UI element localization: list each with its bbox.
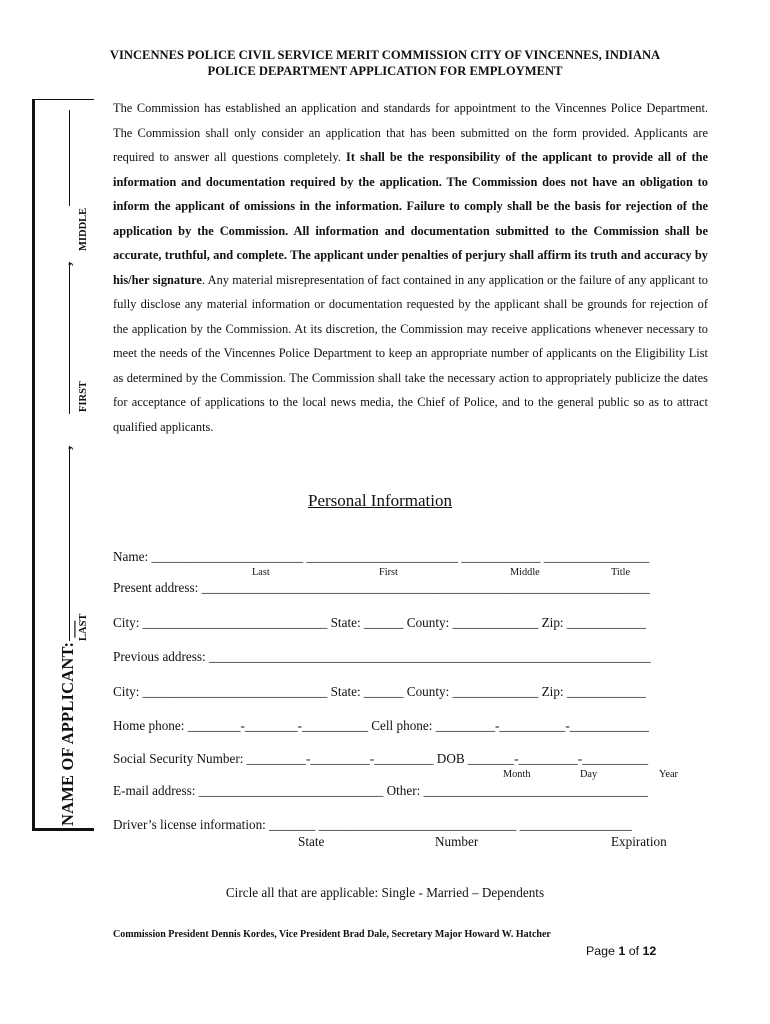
marital-status-options[interactable]: Circle all that are applicable: Single - Married – Dependents: [225, 885, 545, 900]
name-sub-middle: Middle: [510, 567, 540, 578]
header-title-line1: VINCENNES POLICE CIVIL SERVICE MERIT COMMISSION CITY OF VINCENNES, INDIANA: [109, 48, 661, 62]
sidebar-middle-line[interactable]: [69, 110, 70, 206]
email-other-fields[interactable]: E-mail address: ____________________________ Other: __________________________________: [113, 783, 648, 798]
license-sub-expiration: Expiration: [611, 834, 667, 849]
sidebar-last-line[interactable]: [69, 446, 70, 641]
dob-sub-year: Year: [659, 769, 678, 780]
intro-text-1: The Commission has established an application and standards for appointment to the Vincennes Police Department. The Commission shall only consider an application that has been submitted on the form provided. Applicants are required to answer all questions completely.: [113, 101, 708, 164]
section-title: Personal Information: [308, 491, 452, 510]
page-number: Page 1 of 12: [586, 944, 657, 958]
name-field[interactable]: Name: _______________________ _______________________ ____________ ________________: [113, 549, 650, 564]
footer-commission-members: Commission President Dennis Kordes, Vice President Brad Dale, Secretary Major Howard W. Hatcher: [113, 929, 551, 940]
dob-sub-month: Month: [503, 769, 531, 780]
ssn-dob-fields[interactable]: Social Security Number: _________-_________-_________ DOB _______-_________-__________: [113, 751, 649, 766]
drivers-license-fields[interactable]: Driver’s license information: _______ ______________________________ _________________: [113, 817, 632, 832]
intro-paragraph: [113, 96, 708, 439]
present-address-field[interactable]: Present address: ____________________________________________________________________: [113, 580, 651, 595]
name-sub-title: Title: [611, 567, 631, 578]
city-state-county-zip-1[interactable]: City: ____________________________ State: ______ County: _____________ Zip: ____________: [113, 615, 646, 630]
phone-fields[interactable]: Home phone: ________-________-__________ Cell phone: _________-__________-____________: [113, 718, 649, 733]
applicant-name-label: NAME OF APPLICANT: __: [58, 620, 77, 826]
sidebar-comma-1: ,: [58, 446, 75, 450]
sidebar-comma-2: ,: [58, 262, 75, 266]
name-sub-last: Last: [252, 567, 270, 578]
license-sub-state: State: [298, 834, 325, 849]
sidebar-middle-label: MIDDLE: [78, 207, 89, 251]
sidebar-last-label: LAST: [78, 613, 89, 641]
city-state-county-zip-2[interactable]: City: ____________________________ State: ______ County: _____________ Zip: ____________: [113, 684, 646, 699]
license-sub-number: Number: [435, 834, 479, 849]
intro-text-2: . Any material misrepresentation of fact contained in any application or the failure of any applicant to fully disclose any material information or documentation requested by the applicant shall be grounds for rejection of the application by the Commission. At its discretion, the Commission may receive applications whenever necessary to meet the needs of the Vincennes Police Department to keep an appropriate number of applicants on the Eligibility List as determined by the Commission. The Commission shall take the necessary action to appropriately publicize the dates for acceptance of applications to the local news media, the Chief of Police, and to the general public so as to attract qualified applicants.: [113, 272, 708, 434]
dob-sub-day: Day: [580, 769, 598, 780]
header-title-line2: POLICE DEPARTMENT APPLICATION FOR EMPLOYMENT: [207, 64, 563, 78]
intro-text-bold: It shall be the responsibility of the applicant to provide all of the information and documentation required by the application. The Commission does not have an obligation to inform the applicant of omissions in the information. Failure to comply shall be the basis for rejection of the application by the Commission. All information and documentation submitted to the Commission shall be accurate, truthful, and complete. The applicant under penalties of perjury shall affirm its truth and accuracy by his/her signature: [113, 150, 708, 287]
name-sub-first: First: [379, 567, 398, 578]
sidebar-first-line[interactable]: [69, 262, 70, 414]
sidebar-first-label: FIRST: [78, 381, 89, 412]
previous-address-field[interactable]: Previous address: ___________________________________________________________________: [113, 649, 651, 664]
